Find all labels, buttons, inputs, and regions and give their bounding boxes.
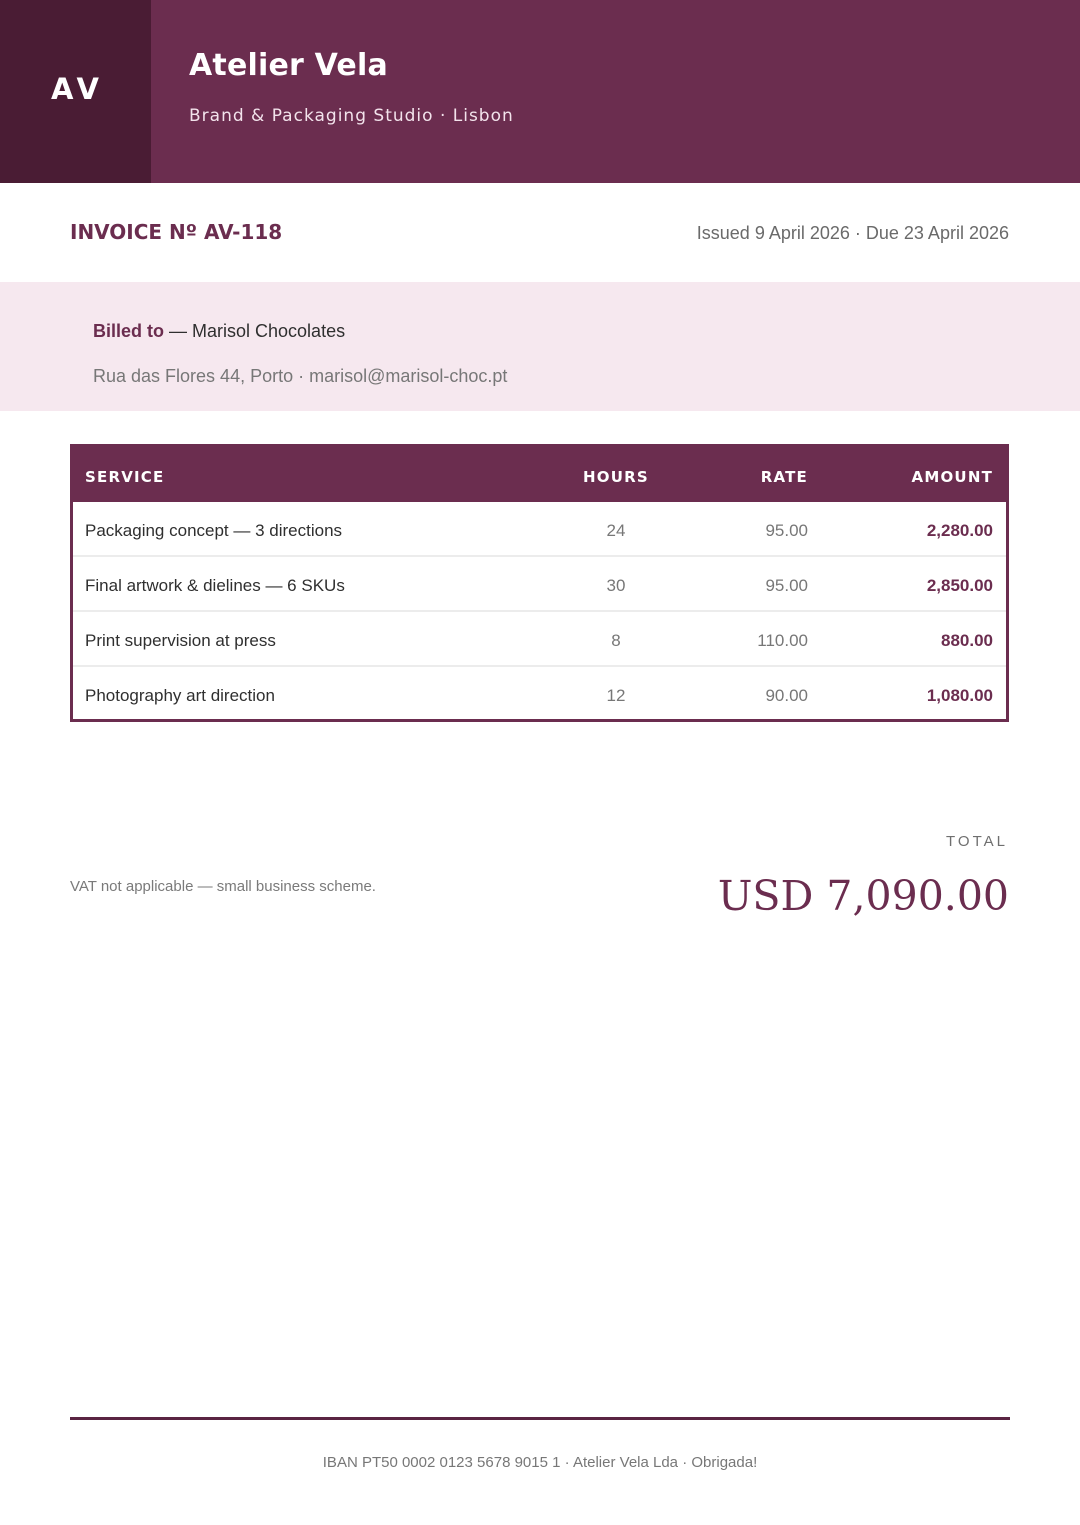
billed-to-line xyxy=(93,321,345,342)
row-service: Packaging concept — 3 directions xyxy=(85,521,343,540)
services-table xyxy=(70,444,1009,722)
client-address: Rua das Flores 44, Porto · marisol@marisol-choc.pt xyxy=(93,366,508,386)
row-amount: 1,080.00 xyxy=(926,686,993,705)
row-amount: 880.00 xyxy=(941,631,993,650)
table-header xyxy=(73,447,1006,502)
row-rate: 90.00 xyxy=(765,686,808,705)
row-amount: 2,280.00 xyxy=(926,521,993,540)
row-hours: 12 xyxy=(606,686,626,705)
row-rate: 95.00 xyxy=(765,521,808,540)
monogram-text: AV xyxy=(51,71,104,106)
client-name: — Marisol Chocolates xyxy=(169,321,346,341)
vat-note: VAT not applicable — small business scheme. xyxy=(70,878,376,895)
studio-name: Atelier Vela xyxy=(189,48,388,83)
studio-tagline: Brand & Packaging Studio · Lisbon xyxy=(189,106,514,126)
table-row xyxy=(73,612,1006,667)
footer-divider xyxy=(70,1417,1010,1420)
column-header-amount: AMOUNT xyxy=(911,468,993,486)
row-rate: 110.00 xyxy=(757,631,808,650)
invoice-header xyxy=(0,0,1080,183)
table-row xyxy=(73,667,1006,722)
billed-to-label: Billed to xyxy=(93,321,164,341)
column-header-hours: HOURS xyxy=(583,468,649,486)
row-amount: 2,850.00 xyxy=(926,576,993,595)
billed-to-section xyxy=(0,282,1080,411)
total-label: TOTAL xyxy=(946,833,1008,850)
row-hours: 24 xyxy=(606,521,626,540)
table-row xyxy=(73,502,1006,557)
brand-monogram xyxy=(0,0,151,183)
row-service: Final artwork & dielines — 6 SKUs xyxy=(85,576,345,595)
table-row xyxy=(73,557,1006,612)
row-hours: 8 xyxy=(611,631,621,650)
footer-payment-info: IBAN PT50 0002 0123 5678 9015 1 · Atelier Vela Lda · Obrigada! xyxy=(322,1454,758,1471)
row-service: Photography art direction xyxy=(85,686,275,705)
invoice-number: INVOICE Nº AV-118 xyxy=(70,220,283,244)
row-hours: 30 xyxy=(606,576,626,595)
total-amount: USD 7,090.00 xyxy=(717,872,1009,920)
invoice-dates: Issued 9 April 2026 · Due 23 April 2026 xyxy=(696,223,1009,243)
column-header-rate: RATE xyxy=(760,468,808,486)
row-rate: 95.00 xyxy=(765,576,808,595)
row-service: Print supervision at press xyxy=(85,631,276,650)
column-header-service: SERVICE xyxy=(85,468,165,486)
